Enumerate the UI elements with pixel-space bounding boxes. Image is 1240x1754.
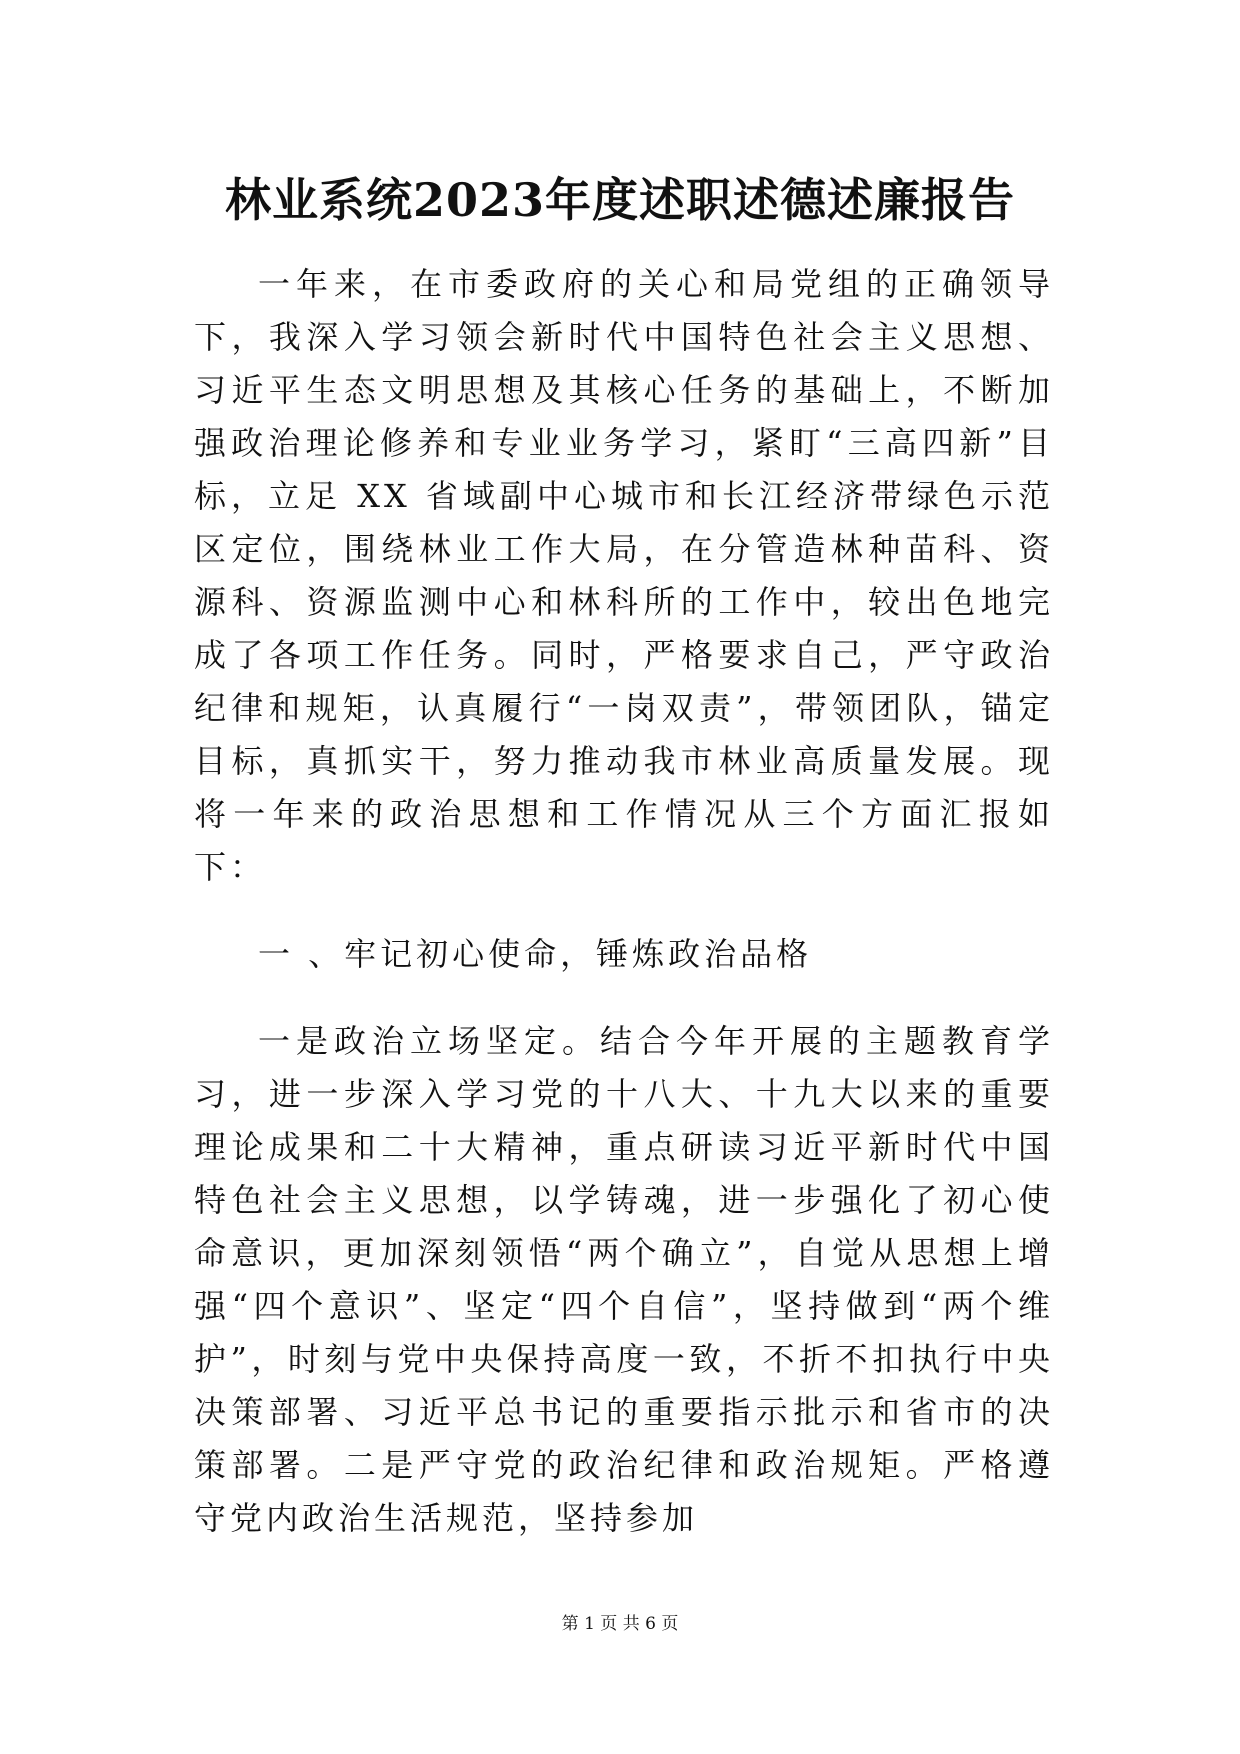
document-body — [194, 258, 1054, 1545]
document-title: 林业系统2023年度述职述德述廉报告 — [224, 173, 1016, 227]
section-heading-1: 一 、牢记初心使命，锤炼政治品格 — [258, 935, 813, 973]
paragraph-intro: 一年来，在市委政府的关心和局党组的正确领导下，我深入学习领会新时代中国特色社会主义思想、习近平生态文明思想及其核心任务的基础上，不断加强政治理论修养和专业业务学习，紧盯“三高四新”目标，立足 XX 省域副中心城市和长江经济带绿色示范区定位，围绕林业工作大局，在分管造林种苗科、资源科、资源监测中心和林科所的工作中，较出色地完成了各项工作任务。同时，严格要求自己，严守政治纪律和规矩，认真履行“一岗双责”，带领团队，锚定目标，真抓实干，努力推动我市林业高质量发展。现将一年来的政治思想和工作情况从三个方面汇报如下： — [194, 265, 1054, 886]
page-footer: 第 1 页 共 6 页 — [561, 1614, 679, 1634]
paragraph-political-stance: 一是政治立场坚定。结合今年开展的主题教育学习，进一步深入学习党的十八大、十九大以来的重要理论成果和二十大精神，重点研读习近平新时代中国特色社会主义思想，以学铸魂，进一步强化了初心使命意识，更加深刻领悟“两个确立”，自觉从思想上增强“四个意识”、坚定“四个自信”，坚持做到“两个维护”，时刻与党中央保持高度一致，不折不扣执行中央决策部署、习近平总书记的重要指示批示和省市的决策部署。二是严守党的政治纪律和政治规矩。严格遵守党内政治生活规范，坚持参加 — [194, 1022, 1054, 1537]
